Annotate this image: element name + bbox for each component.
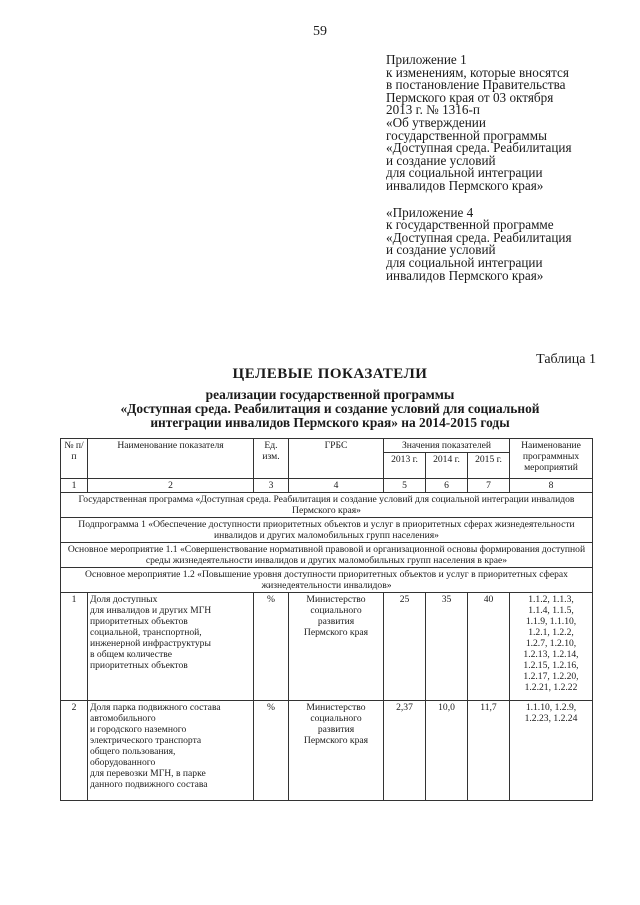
row-value-2013: 2,37 xyxy=(384,701,426,801)
indicators-table xyxy=(60,438,593,801)
document-subtitle xyxy=(60,388,600,429)
appendix1-line: «Доступная среда. Реабилитация xyxy=(386,140,572,156)
table-label: Таблица 1 xyxy=(536,352,596,367)
appendix-note xyxy=(386,54,626,282)
header-activities: Наименование программных мероприятий xyxy=(510,439,593,479)
column-number: 3 xyxy=(254,479,289,493)
appendix4-line: и создание условий xyxy=(386,242,496,258)
section-subprogram: Подпрограмма 1 «Обеспечение доступности приоритетных объектов и услуг в приоритетных сферах жизнедеятельности инвалидов и других маломобильных групп населения» xyxy=(61,518,593,543)
appendix4-line: «Приложение 4 xyxy=(386,204,474,220)
row-name: Доля доступных для инвалидов и других МГН приоритетных объектов социальной, транспортной, инженерной инфраструктуры в общем количестве приоритетных объектов xyxy=(88,593,254,701)
column-number: 1 xyxy=(61,479,88,493)
appendix1-line: инвалидов Пермского края» xyxy=(386,177,544,193)
row-value-2014: 10,0 xyxy=(426,701,468,801)
column-numbers-row xyxy=(61,479,593,493)
header-num: № п/п xyxy=(61,439,88,479)
document-title: ЦЕЛЕВЫЕ ПОКАЗАТЕЛИ xyxy=(232,366,428,382)
row-num: 1 xyxy=(61,593,88,701)
subtitle-line: «Доступная среда. Реабилитация и создание условий для социальной xyxy=(120,400,540,416)
row-activities: 1.1.2, 1.1.3, 1.1.4, 1.1.5, 1.1.9, 1.1.10, 1.2.1, 1.2.2, 1.2.7, 1.2.10, 1.2.13, 1.2.14, 1.2.15, 1.2.16, 1.2.17, 1.2.20, 1.2.21, 1.2.22 xyxy=(510,593,593,701)
appendix1-line: для социальной интеграции xyxy=(386,165,543,181)
appendix4-line: инвалидов Пермского края» xyxy=(386,267,544,283)
section-program: Государственная программа «Доступная среда. Реабилитация и создание условий для социальной интеграции инвалидов Пермского края» xyxy=(61,493,593,518)
row-unit: % xyxy=(254,701,289,801)
subtitle-line: реализации государственной программы xyxy=(205,387,455,402)
table-row xyxy=(61,593,593,701)
appendix1-line: к изменениям, которые вносятся xyxy=(386,64,569,80)
header-values-group: Значения показателей xyxy=(384,439,510,453)
row-unit: % xyxy=(254,593,289,701)
header-2015: 2015 г. xyxy=(468,453,510,479)
appendix1-line: «Об утверждении xyxy=(386,114,486,130)
header-2013: 2013 г. xyxy=(384,453,426,479)
section-activity-1-1: Основное мероприятие 1.1 «Совершенствование нормативной правовой и организационной основы формирования доступной среды жизнедеятельности инвалидов и других маломобильных групп населения в крае» xyxy=(61,543,593,568)
row-activities: 1.1.10, 1.2.9, 1.2.23, 1.2.24 xyxy=(510,701,593,801)
appendix4-line: для социальной интеграции xyxy=(386,254,543,270)
column-number: 2 xyxy=(88,479,254,493)
subtitle-line: интеграции инвалидов Пермского края» на 2014-2015 годы xyxy=(150,414,510,430)
appendix1-line: и создание условий xyxy=(386,152,496,168)
appendix1-line: в постановление Правительства xyxy=(386,77,566,93)
row-name: Доля парка подвижного состава автомобильного и городского наземного электрического транспорта общего пользования, оборудованного для перевозки МГН, в парке данного подвижного состава xyxy=(88,701,254,801)
row-value-2013: 25 xyxy=(384,593,426,701)
appendix4-line: к государственной программе xyxy=(386,217,554,233)
table-row xyxy=(61,701,593,801)
column-number: 8 xyxy=(510,479,593,493)
row-grbs: Министерство социального развития Пермского края xyxy=(289,593,384,701)
appendix1-line: государственной программы xyxy=(386,127,547,143)
section-activity-1-2: Основное мероприятие 1.2 «Повышение уровня доступности приоритетных объектов и услуг в приоритетных сферах жизнедеятельности инвалидов» xyxy=(61,568,593,593)
header-grbs: ГРБС xyxy=(289,439,384,479)
header-2014: 2014 г. xyxy=(426,453,468,479)
column-number: 7 xyxy=(468,479,510,493)
row-value-2015: 11,7 xyxy=(468,701,510,801)
appendix1-line: Приложение 1 xyxy=(386,52,467,67)
row-grbs: Министерство социального развития Пермского края xyxy=(289,701,384,801)
column-number: 6 xyxy=(426,479,468,493)
row-value-2015: 40 xyxy=(468,593,510,701)
row-value-2014: 35 xyxy=(426,593,468,701)
column-number: 5 xyxy=(384,479,426,493)
appendix1-line: 2013 г. № 1316-п xyxy=(386,102,480,118)
header-name: Наименование показателя xyxy=(88,439,254,479)
header-unit: Ед. изм. xyxy=(254,439,289,479)
page-number: 59 xyxy=(313,24,327,39)
appendix1-line: Пермского края от 03 октября xyxy=(386,89,554,105)
row-num: 2 xyxy=(61,701,88,801)
column-number: 4 xyxy=(289,479,384,493)
appendix4-line: «Доступная среда. Реабилитация xyxy=(386,229,572,245)
